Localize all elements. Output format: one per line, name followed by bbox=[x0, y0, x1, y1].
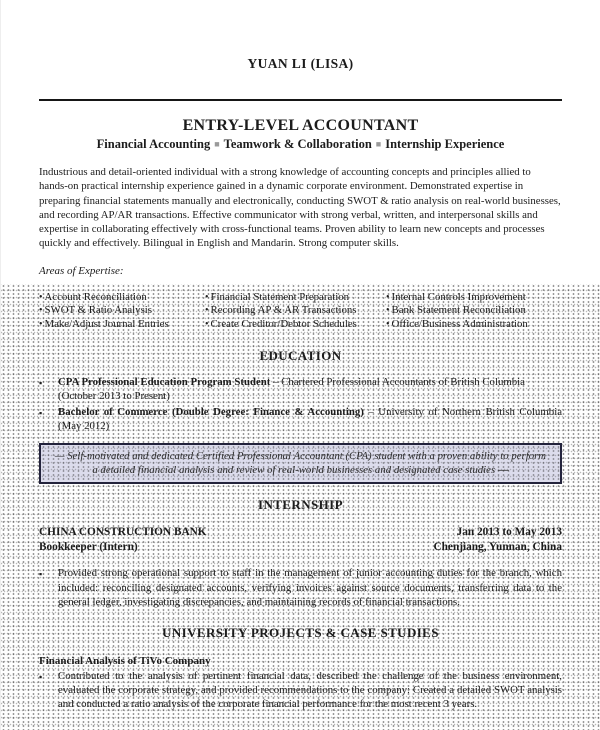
job-title: Bookkeeper (Intern) bbox=[39, 541, 138, 554]
bullet-icon: ▪ bbox=[39, 407, 43, 418]
expertise-item-label: Recording AP & AR Transactions bbox=[210, 304, 357, 317]
expertise-grid bbox=[39, 291, 562, 332]
expertise-item-label: Bank Statement Reconciliation bbox=[391, 304, 526, 317]
separator-square-icon: ■ bbox=[375, 139, 382, 149]
employment-dates: Jan 2013 to May 2013 bbox=[456, 526, 562, 539]
list-item bbox=[386, 291, 562, 305]
bullet-icon: • bbox=[205, 305, 209, 317]
areas-of-expertise-label: Areas of Expertise: bbox=[39, 264, 124, 277]
bullet-icon: • bbox=[386, 318, 390, 330]
bullet-icon: • bbox=[386, 305, 390, 317]
expertise-item-label: Create Creditor/Debtor Schedules bbox=[210, 317, 357, 330]
education-item-bold: CPA Professional Education Program Student bbox=[58, 375, 271, 388]
bullet-icon: • bbox=[39, 305, 43, 317]
list-item bbox=[39, 304, 205, 318]
expertise-column-3 bbox=[386, 291, 562, 332]
list-item bbox=[39, 375, 562, 403]
expertise-item-label: Internal Controls Improvement bbox=[391, 290, 526, 303]
separator-square-icon: ■ bbox=[214, 139, 220, 149]
summary-paragraph: Industrious and detail-oriented individual with a strong knowledge of accounting concepts and principles allied to hands-on practical internship experience gained in a dynamic corporate environment. Demonstrated expertise in preparing financial statements manually and electronically, conducting SWOT & ratio analysis on real-world businesses, and recording AP/AR transactions. Effective communicator with strong verbal, written, and interpersonal skills and expertise in collaborating effectively with cross-functional teams. Proven ability to learn new concepts and processes quickly and effectively. Bilingual in English and Mandarin. Strong computer skills. bbox=[39, 166, 561, 250]
bullet-icon: • bbox=[205, 318, 209, 330]
bullet-icon: ▪ bbox=[39, 569, 43, 580]
expertise-item-label: SWOT & Ratio Analysis bbox=[44, 304, 152, 317]
bullet-icon: • bbox=[386, 291, 390, 303]
bullet-icon: • bbox=[39, 318, 43, 330]
quote-text: — Self-motivated and dedicated Certified Professional Accountant (CPA) student with a proven ability to perform a detailed financial analysis and review of real-world businesses and designated case studies bbox=[54, 450, 547, 477]
employer-name: CHINA CONSTRUCTION BANK bbox=[39, 526, 207, 539]
education-item-text bbox=[58, 405, 562, 433]
header-section bbox=[1, 0, 600, 277]
quote-end-dash: — bbox=[497, 464, 509, 477]
project-title: Financial Analysis of TiVo Company bbox=[39, 654, 211, 667]
projects-list bbox=[39, 669, 562, 712]
list-item bbox=[386, 304, 562, 318]
list-item bbox=[205, 318, 386, 332]
bullet-icon: ▪ bbox=[39, 377, 43, 388]
internship-bullet-text: Provided strong operational support to staff in the management of junior accounting duties for the branch, which included: reconciling designated accounts, verifying invoices against source documents, transferring data to the general ledger, investigating discrepancies, and maintaining records of financial transactions. bbox=[58, 567, 562, 608]
expertise-item-label: Account Reconciliation bbox=[44, 290, 147, 303]
list-item bbox=[205, 291, 386, 305]
page-title: ENTRY-LEVEL ACCOUNTANT bbox=[182, 117, 419, 134]
subtitle bbox=[39, 137, 562, 152]
job-location: Chenjiang, Yunnan, China bbox=[433, 541, 562, 554]
bullet-icon: ▪ bbox=[39, 671, 43, 682]
internship-list bbox=[39, 566, 562, 609]
subtitle-part-3: Internship Experience bbox=[385, 137, 505, 151]
header-divider bbox=[39, 99, 562, 101]
education-item-rest: – University of Northern British Columbia (May 2012) bbox=[58, 405, 562, 433]
list-item bbox=[205, 304, 386, 318]
body-section bbox=[1, 284, 600, 730]
expertise-column-1 bbox=[39, 291, 205, 332]
bullet-icon: • bbox=[39, 291, 43, 303]
list-item bbox=[386, 318, 562, 332]
education-item-rest: – Chartered Professional Accountants of British Columbia (October 2013 to Present) bbox=[58, 375, 525, 402]
highlight-quote-box bbox=[39, 443, 562, 484]
education-item-text bbox=[58, 375, 562, 403]
list-item bbox=[39, 405, 562, 433]
bullet-icon: • bbox=[205, 291, 209, 303]
list-item bbox=[39, 566, 562, 609]
subtitle-part-2: Teamwork & Collaboration bbox=[223, 137, 372, 151]
list-item bbox=[39, 291, 205, 305]
project-bullet-text: Contributed to the analysis of pertinent financial data, described the challenge of the business environment, evaluated the corporate strategy, and provided recommendations to the company: Created a detailed SWOT analysis and conducted a ratio analysis of the corporate financial performance for the most recent 3 years. bbox=[58, 669, 562, 711]
subtitle-part-1: Financial Accounting bbox=[96, 137, 211, 151]
internship-heading: INTERNSHIP bbox=[258, 497, 343, 513]
education-heading: EDUCATION bbox=[259, 347, 342, 363]
list-item bbox=[39, 669, 562, 712]
expertise-item-label: Financial Statement Preparation bbox=[210, 290, 350, 303]
role-row bbox=[39, 540, 562, 555]
expertise-item-label: Make/Adjust Journal Entries bbox=[44, 317, 169, 330]
list-item bbox=[39, 318, 205, 332]
candidate-name: YUAN LI (LISA) bbox=[247, 56, 354, 71]
education-list bbox=[39, 375, 562, 434]
education-item-bold: Bachelor of Commerce (Double Degree: Finance & Accounting) bbox=[58, 405, 364, 418]
projects-heading: UNIVERSITY PROJECTS & CASE STUDIES bbox=[162, 624, 439, 640]
employer-row bbox=[39, 525, 562, 540]
expertise-item-label: Office/Business Administration bbox=[391, 317, 528, 330]
expertise-column-2 bbox=[205, 291, 386, 332]
